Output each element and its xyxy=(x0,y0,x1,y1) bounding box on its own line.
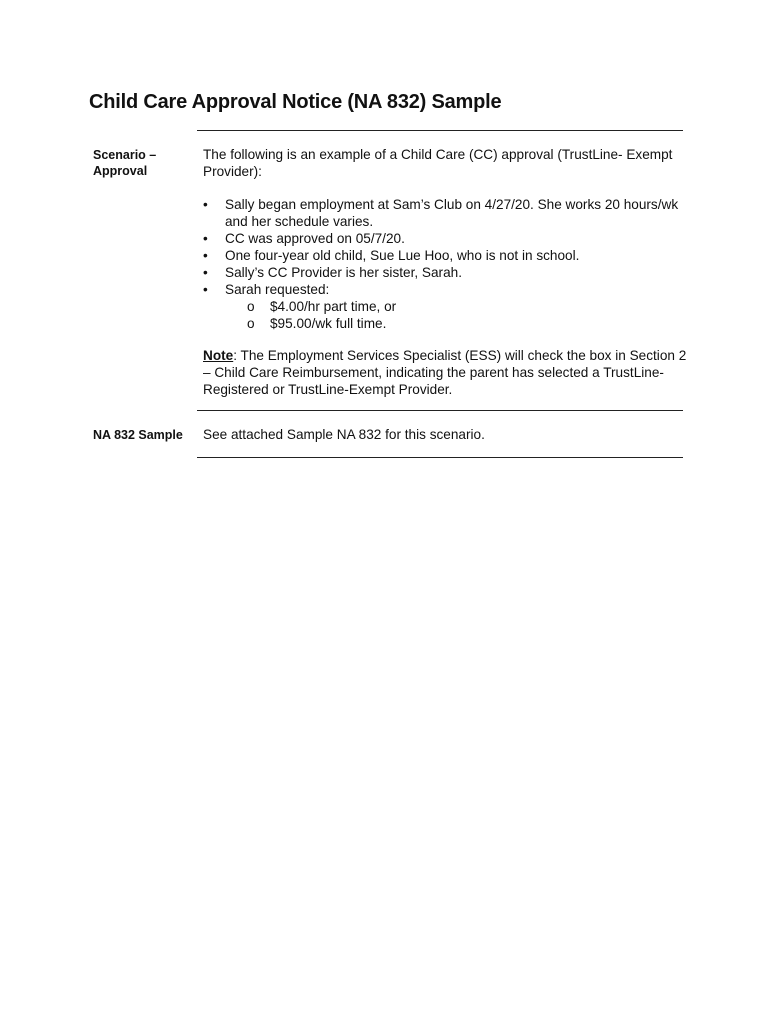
rate-sub-list xyxy=(225,298,689,332)
list-item: • One four-year old child, Sue Lue Hoo, who is not in school. xyxy=(203,247,689,264)
scenario-intro: The following is an example of a Child Care (CC) approval (TrustLine- Exempt Provider): xyxy=(203,147,673,179)
sample-text: See attached Sample NA 832 for this scenario. xyxy=(203,427,485,442)
note-paragraph xyxy=(203,347,689,398)
sub-list-item: o $4.00/hr part time, or xyxy=(247,299,397,314)
list-item: • Sally’s CC Provider is her sister, Sarah. xyxy=(203,264,689,281)
scenario-label xyxy=(93,147,156,179)
section-divider-top xyxy=(197,130,683,131)
section-divider-middle xyxy=(197,410,683,411)
sample-label: NA 832 Sample xyxy=(93,428,183,442)
scenario-label-line2: Approval xyxy=(93,164,148,178)
sub-list-item: o $95.00/wk full time. xyxy=(247,316,387,331)
list-item: • Sarah requested: o $4.00/hr part time, or o $95.00/wk full time. xyxy=(203,281,689,332)
list-item: • Sally began employment at Sam’s Club on 4/27/20. She works 20 hours/wk and her schedule varies. xyxy=(203,196,689,230)
scenario-label-line1: Scenario – xyxy=(93,148,157,162)
sub-bullet-marker: o xyxy=(247,316,255,331)
sub-bullet-marker: o xyxy=(247,299,255,314)
scenario-content xyxy=(203,146,689,398)
scenario-bullet-list xyxy=(203,196,689,332)
section-divider-bottom xyxy=(197,457,683,458)
note-text: : The Employment Services Specialist (ESS) will check the box in Section 2 – Child Care Reimbursement, indicating the parent has selected a TrustLine-Registered or TrustLine-Exempt Provider. xyxy=(203,348,687,397)
list-item: • CC was approved on 05/7/20. xyxy=(203,230,689,247)
note-label: Note xyxy=(203,348,234,363)
document-title: Child Care Approval Notice (NA 832) Sample xyxy=(89,91,502,113)
